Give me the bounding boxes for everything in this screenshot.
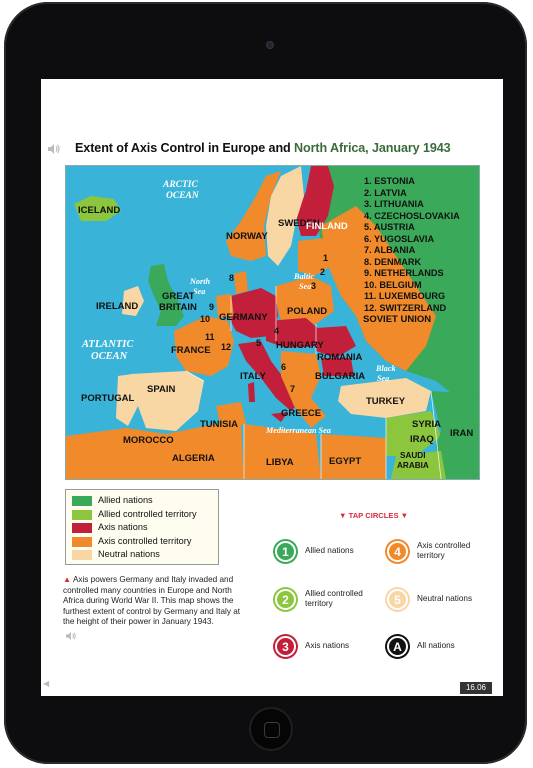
map-number-5: 5 — [256, 338, 262, 348]
map-number-9: 9 — [209, 302, 215, 312]
map-key-item: 5. AUSTRIA — [364, 222, 415, 232]
label-iraq: IRAQ — [410, 434, 434, 445]
label-egypt: EGYPT — [329, 456, 362, 467]
label-portugal: PORTUGAL — [81, 393, 135, 404]
label-turkey: TURKEY — [366, 396, 406, 407]
map-caption — [63, 575, 253, 628]
map-key-item: 11. LUXEMBOURG — [364, 291, 446, 301]
label-greece: GREECE — [281, 408, 322, 419]
label-hungary: HUNGARY — [276, 340, 324, 351]
map-key-item: 1. ESTONIA — [364, 176, 415, 186]
label-germany: GERMANY — [219, 312, 268, 323]
sardinia-region — [248, 382, 255, 402]
circle-number: 4 — [394, 544, 401, 559]
map-key-item: 12. SWITZERLAND — [364, 302, 447, 313]
map-key-item: 7. ALBANIA — [364, 245, 416, 255]
label-arctic: ARCTIC — [163, 180, 198, 190]
map-key-item: 9. NETHERLANDS — [364, 268, 444, 278]
label-soviet-union: SOVIET UNION — [363, 314, 432, 325]
circle-a-icon[interactable] — [387, 636, 408, 657]
label-libya: LIBYA — [266, 457, 294, 468]
label-arctic-ocean: OCEAN — [166, 191, 199, 201]
circle-number: 3 — [282, 639, 289, 654]
circle-label: Allied controlled territory — [305, 589, 363, 608]
title-main: Extent of Axis Control in Europe and — [75, 141, 295, 155]
page-number: 16.06 — [460, 682, 492, 694]
tablet-frame — [4, 2, 527, 764]
label-italy: ITALY — [240, 371, 266, 382]
label-romania: ROMANIA — [317, 352, 363, 363]
home-square-icon — [264, 722, 280, 738]
label-bulgaria: BULGARIA — [315, 371, 366, 382]
tap-circles-heading: ▼ TAP CIRCLES ▼ — [339, 511, 409, 520]
label-spain: SPAIN — [147, 384, 176, 395]
label-atlantic-ocean: OCEAN — [91, 351, 128, 362]
map-number-12: 12 — [221, 342, 232, 352]
title-highlight: North Africa, January 1943 — [294, 141, 451, 155]
circle-number: 1 — [282, 544, 289, 559]
label-poland: POLAND — [287, 306, 328, 317]
circle-number: A — [393, 639, 402, 654]
page-title — [75, 141, 451, 155]
label-sweden: SWEDEN — [278, 218, 320, 229]
legend-label: Axis controlled territory — [98, 535, 192, 546]
legend-swatch — [72, 510, 92, 520]
legend-swatch — [72, 523, 92, 533]
circle-number: 2 — [282, 592, 289, 607]
previous-page-icon[interactable]: ◀ — [43, 679, 50, 688]
legend-label: Allied nations — [98, 495, 153, 505]
screen — [41, 79, 503, 696]
caption-audio-speaker-icon[interactable] — [65, 631, 77, 641]
label-iceland: ICELAND — [78, 205, 121, 216]
circle-label: Axis nations — [305, 641, 350, 650]
camera-icon — [266, 41, 274, 49]
label-atlantic: ATLANTIC — [82, 339, 134, 350]
label-arabia: ARABIA — [397, 461, 429, 470]
label-baltic: Baltic — [294, 272, 315, 281]
map-number-1: 1 — [323, 253, 329, 263]
label-syria: SYRIA — [412, 419, 442, 430]
map-number-2: 2 — [320, 267, 326, 277]
label-north-sea: Sea — [193, 287, 206, 296]
map-key-list — [364, 176, 460, 314]
circle-label: Allied nations — [305, 546, 354, 555]
europe-map[interactable] — [65, 165, 480, 480]
map-number-7: 7 — [290, 384, 296, 394]
circle-1-icon[interactable] — [275, 541, 296, 562]
label-tunisia: TUNISIA — [200, 419, 238, 430]
label-norway: NORWAY — [226, 231, 268, 242]
circle-number: 5 — [394, 592, 401, 607]
circle-5-icon[interactable] — [387, 589, 408, 610]
map-number-3: 3 — [311, 281, 317, 291]
circle-label: Axis controlled territory — [417, 541, 471, 560]
legend-label: Allied controlled territory — [98, 508, 197, 519]
circle-label: Neutral nations — [417, 594, 473, 603]
circle-3-icon[interactable] — [275, 636, 296, 657]
map-key-item: 3. LITHUANIA — [364, 199, 424, 209]
audio-speaker-icon[interactable] — [47, 143, 61, 155]
caption-marker-icon: ▲ — [63, 575, 72, 584]
map-legend — [65, 489, 219, 565]
legend-swatch — [72, 496, 92, 506]
map-number-6: 6 — [281, 362, 287, 372]
circle-2-icon[interactable] — [275, 589, 296, 610]
label-saudi: SAUDI — [400, 451, 426, 460]
label-black: Black — [376, 364, 396, 373]
denmark-region — [234, 271, 248, 294]
circle-label: All nations — [417, 641, 455, 650]
map-number-8: 8 — [229, 273, 235, 283]
label-great: GREAT — [162, 291, 195, 302]
caption-text: Axis powers Germany and Italy invaded and controlled many countries in Europe and North Africa during World War II. This map shows the furthest extent of control by Germany and Italy at the height of their power in January 1943. — [63, 575, 241, 627]
spain-region — [131, 371, 204, 431]
title-row — [47, 141, 499, 159]
legend-swatch — [72, 537, 92, 547]
label-iran: IRAN — [450, 428, 474, 439]
label-ireland: IRELAND — [96, 301, 139, 312]
map-number-4: 4 — [274, 326, 280, 336]
label-algeria: ALGERIA — [172, 453, 215, 464]
label-black-sea: Sea — [377, 374, 390, 383]
label-finland: FINLAND — [306, 221, 348, 232]
map-number-11: 11 — [205, 332, 215, 342]
legend-label: Neutral nations — [98, 549, 160, 559]
map-key-item: 10. BELGIUM — [364, 279, 422, 290]
label-britain: BRITAIN — [159, 302, 197, 313]
label-morocco: MOROCCO — [123, 435, 174, 446]
legend-label: Axis nations — [98, 522, 148, 532]
label-france: FRANCE — [171, 345, 211, 356]
map-key-item: 2. LATVIA — [364, 187, 407, 198]
label-mediterranean: Mediterranean Sea — [266, 426, 331, 435]
map-key-item: 6. YUGOSLAVIA — [364, 233, 435, 244]
circle-4-icon[interactable] — [387, 541, 408, 562]
map-key-item: 8. DENMARK — [364, 256, 422, 267]
legend-swatch — [72, 550, 92, 560]
label-north: North — [190, 277, 211, 286]
label-baltic-sea: Sea — [299, 282, 312, 291]
home-button[interactable] — [251, 709, 291, 749]
map-number-10: 10 — [200, 314, 211, 324]
map-key-item: 4. CZECHOSLOVAKIA — [364, 210, 460, 221]
